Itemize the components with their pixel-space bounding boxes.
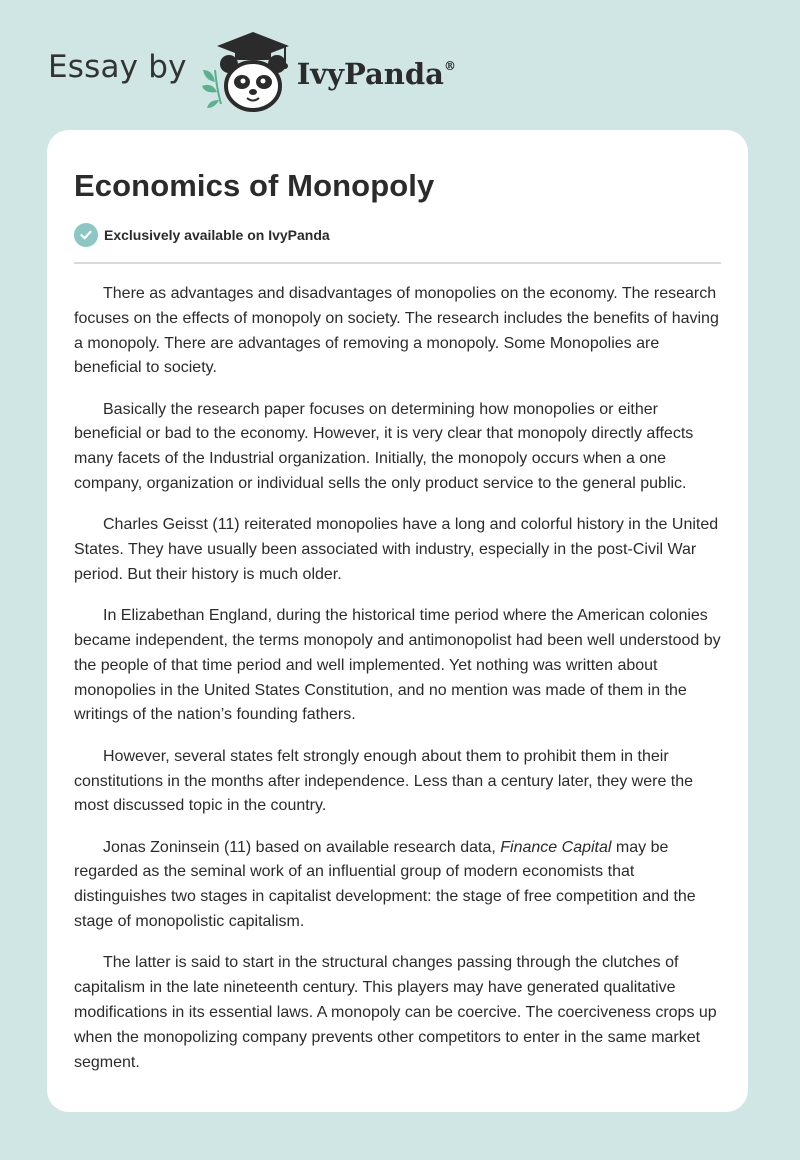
paragraph: However, several states felt strongly enough about them to prohibit them in their constitutions in the months after independence. Less than a century later, they were the most discussed topic in the country. [74,747,694,815]
badge-label: Exclusively available on IvyPanda [104,227,330,243]
essay-body [74,282,721,1075]
page-title: Economics of Monopoly [74,168,435,203]
divider [74,262,721,264]
essay-card [47,130,748,1112]
paragraph: Jonas Zoninsein (11) based on available research data, Finance Capital may be regarded as the seminal work of an influential group of modern economists that distinguishes two stages in capitalist development: the stage of free competition and the stage of monopolistic capitalism. [74,838,696,931]
book-title: Finance Capital [500,838,612,856]
paragraph: There as advantages and disadvantages of monopolies on the economy. The research focuses on the effects of monopoly on society. The research includes the benefits of having a monopoly. There are advantages of removing a monopoly. Some Monopolies are beneficial to society. [74,285,719,377]
exclusive-badge [74,223,721,247]
check-icon [74,223,98,247]
brand-name[interactable]: IvyPanda® [296,57,456,91]
paragraph: The latter is said to start in the structural changes passing through the clutches of capitalism in the late nineteenth century. This players may have generated qualitative modifications in its essential laws. A monopoly can be coercive. The coerciveness crops up when the monopolizing company prevents other competitors to enter in the same market segment. [74,954,717,1071]
leaf-icon [202,70,221,108]
paragraph: Basically the research paper focuses on determining how monopolies or either beneficial or bad to the economy. However, it is very clear that monopoly directly affects many facets of the Industrial organization. Initially, the monopoly occurs when a one company, organization or individual sells the only product service to the general public. [74,400,694,493]
essay-by-label: Essay by [48,49,187,85]
paragraph: In Elizabethan England, during the historical time period where the American colonies became independent, the terms monopoly and antimonopolist had been well understood by the people of that time period and well implemented. Yet nothing was written about monopolies in the United States Constitution, and no mention was made of them in the writings of the nation’s founding fathers. [74,607,721,724]
registered-mark: ® [443,59,456,73]
paragraph: Charles Geisst (11) reiterated monopolies have a long and colorful history in the United States. They have usually been associated with industry, especially in the post-Civil War period. But their history is much older. [74,516,719,583]
site-header [48,30,508,114]
panda-logo-icon[interactable] [201,30,293,114]
